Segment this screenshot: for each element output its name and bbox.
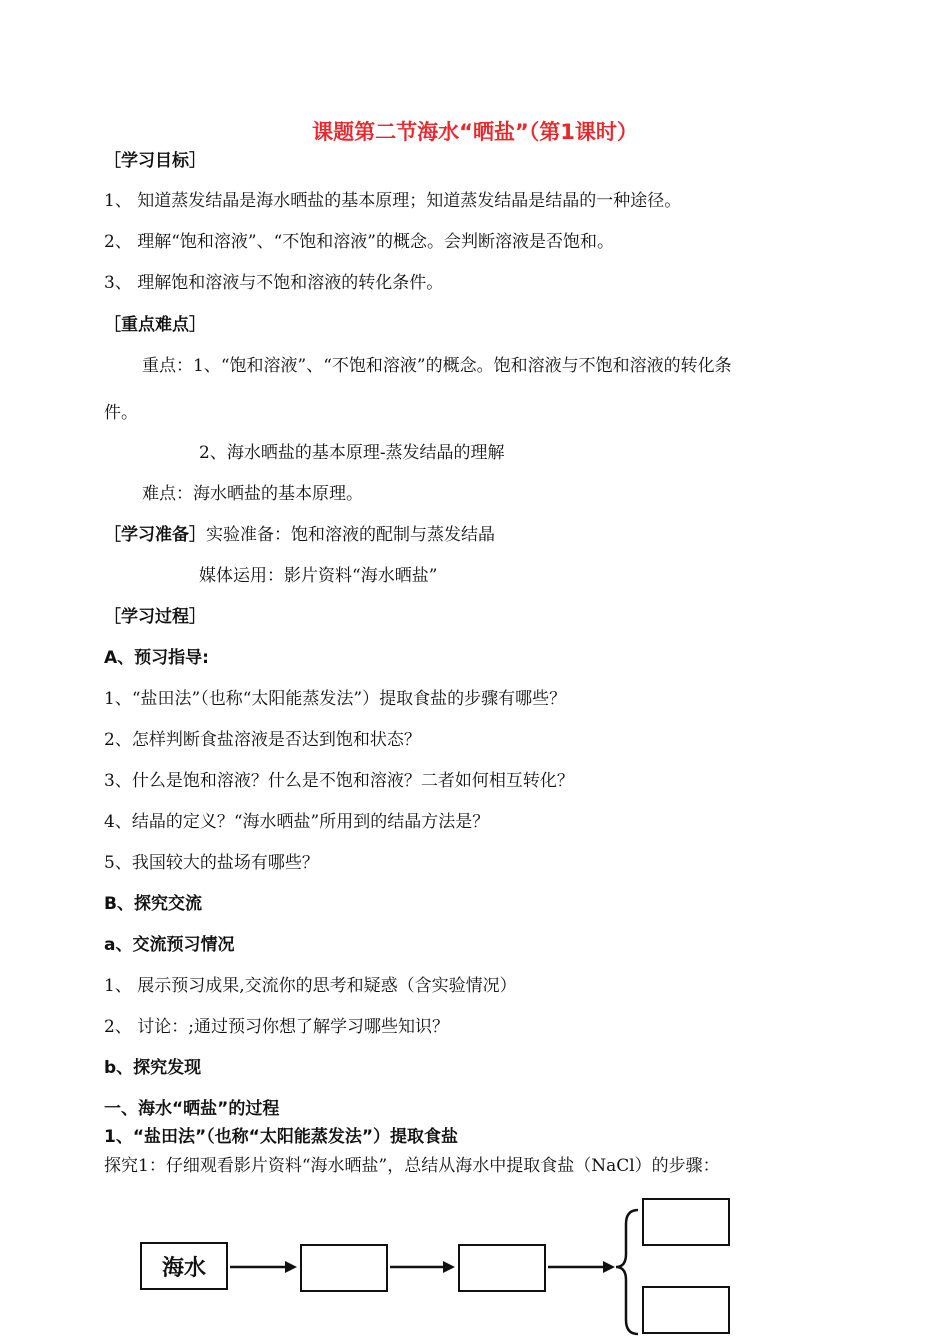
flow-box-seawater: 海水 bbox=[140, 1242, 228, 1290]
preview-item: 5、我国较大的盐场有哪些？ bbox=[104, 853, 319, 873]
arrow-head bbox=[443, 1261, 455, 1273]
section-subheading: 1、“盐田法”（也称“太阳能蒸发法”）提取食盐 bbox=[104, 1127, 459, 1147]
process-heading: ［学习过程］ bbox=[104, 607, 206, 627]
keypoints-heading: ［重点难点］ bbox=[104, 315, 206, 335]
brace-icon bbox=[616, 1210, 638, 1334]
explore-item: 2、 讨论：;通过预习你想了解学习哪些知识？ bbox=[104, 1017, 449, 1037]
flowchart-connectors bbox=[0, 1190, 950, 1342]
keypoint-line-cont: 件。 bbox=[104, 403, 138, 423]
preparation-experiment: 实验准备：饱和溶液的配制与蒸发结晶 bbox=[206, 525, 495, 545]
preview-item: 4、结晶的定义？“海水晒盐”所用到的结晶方法是？ bbox=[104, 812, 490, 832]
preparation-heading: ［学习准备］ bbox=[104, 525, 206, 545]
task-text: 探究1：仔细观看影片资料“海水晒盐”，总结从海水中提取食盐（NaCl）的步骤： bbox=[104, 1156, 720, 1176]
preview-heading: A、预习指导: bbox=[104, 648, 209, 668]
preview-item: 1、“盐田法”（也称“太阳能蒸发法”）提取食盐的步骤有哪些？ bbox=[104, 689, 567, 709]
explore-heading: B、探究交流 bbox=[104, 894, 202, 914]
preparation-media: 媒体运用：影片资料“海水晒盐” bbox=[199, 566, 438, 586]
preparation-line bbox=[104, 524, 495, 546]
objective-item: 3、 理解饱和溶液与不饱和溶液的转化条件。 bbox=[104, 273, 444, 293]
page-title: 课题第二节海水“晒盐”（第1课时） bbox=[312, 120, 638, 144]
objective-item: 1、 知道蒸发结晶是海水晒盐的基本原理；知道蒸发结晶是结晶的一种途径。 bbox=[104, 191, 682, 211]
keypoint-line: 2、海水晒盐的基本原理-蒸发结晶的理解 bbox=[199, 443, 505, 463]
explore-sub-a: a、交流预习情况 bbox=[104, 935, 235, 955]
arrow-head bbox=[285, 1261, 297, 1273]
difficulty-line: 难点：海水晒盐的基本原理。 bbox=[142, 484, 363, 504]
arrow-head bbox=[603, 1261, 615, 1273]
objectives-heading: ［学习目标］ bbox=[104, 151, 206, 171]
preview-item: 2、怎样判断食盐溶液是否达到饱和状态？ bbox=[104, 730, 421, 750]
explore-sub-b: b、探究发现 bbox=[104, 1058, 202, 1078]
objective-item: 2、 理解“饱和溶液”、“不饱和溶液”的概念。会判断溶液是否饱和。 bbox=[104, 232, 614, 252]
keypoint-line: 重点：1、“饱和溶液”、“不饱和溶液”的概念。饱和溶液与不饱和溶液的转化条 bbox=[142, 356, 732, 376]
section-heading: 一、海水“晒盐”的过程 bbox=[104, 1099, 280, 1119]
preview-item: 3、什么是饱和溶液？什么是不饱和溶液？二者如何相互转化？ bbox=[104, 771, 574, 791]
explore-item: 1、 展示预习成果,交流你的思考和疑惑（含实验情况） bbox=[104, 976, 517, 996]
